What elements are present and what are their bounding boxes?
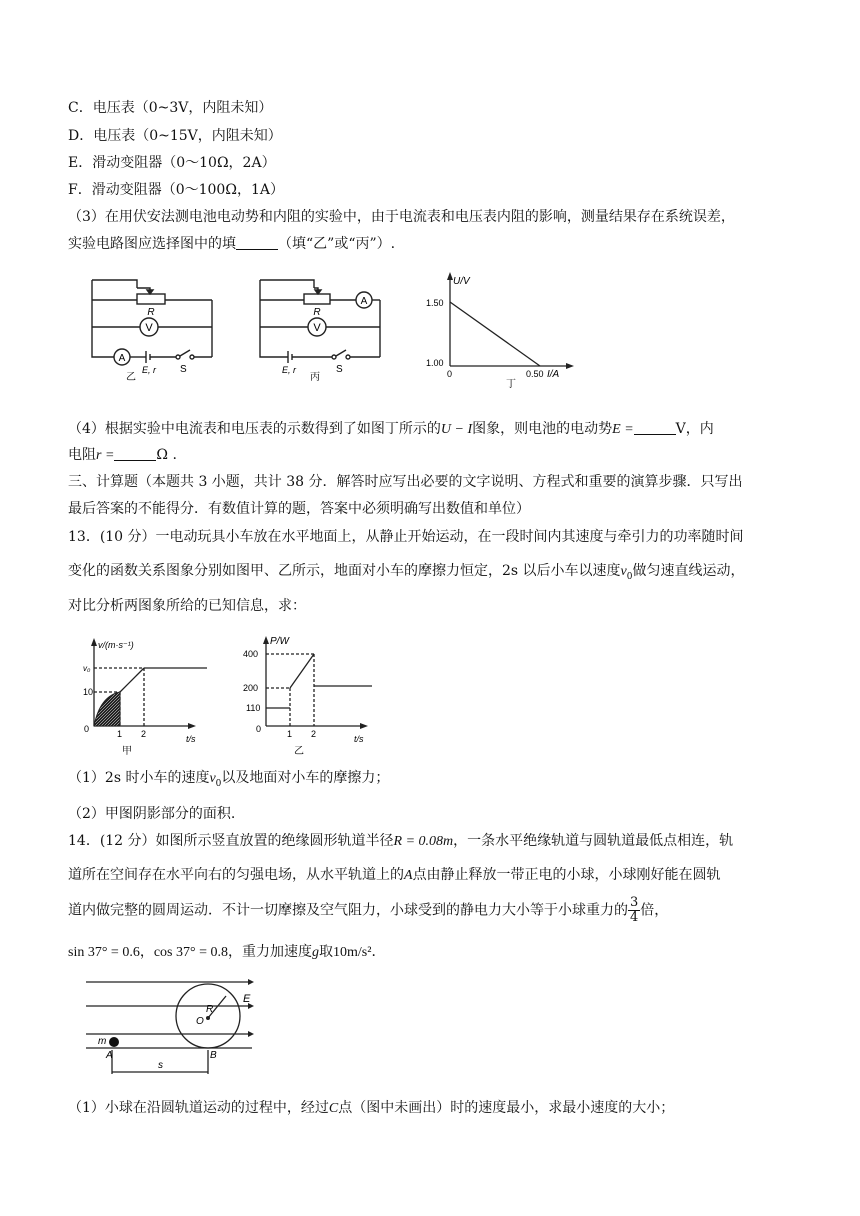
caption-yi2: 乙 bbox=[294, 746, 304, 757]
center-label: O bbox=[196, 1016, 204, 1027]
q13-line1: 13．(10 分）一电动玩具小车放在水平地面上，从静止开始运动，在一段时间内其速度与牵引力的功率随时间 bbox=[68, 529, 744, 545]
caption-bing: 丙 bbox=[310, 372, 320, 382]
ylabel: v/(m·s⁻¹) bbox=[98, 640, 134, 650]
q13-sub-text: 以及地面对小车的摩擦力； bbox=[221, 770, 390, 786]
x-tick-end: 0.50 bbox=[526, 369, 544, 379]
distance-label: s bbox=[158, 1060, 163, 1071]
q14-line2 bbox=[68, 865, 721, 886]
x-tick-2: 2 bbox=[311, 729, 317, 739]
x-tick-1: 1 bbox=[287, 729, 293, 739]
ylabel: P/W bbox=[270, 636, 289, 647]
fraction-denominator: 4 bbox=[630, 910, 639, 925]
q4-text: （4）根据实验中电流表和电压表的示数得到了如图丁所示的 bbox=[68, 421, 441, 437]
field-label: E bbox=[243, 993, 251, 1005]
q3-line2 bbox=[68, 234, 395, 254]
y-tick-bottom: 1.00 bbox=[426, 358, 444, 368]
section3-line2: 最后答案的不能得分．有数值计算的题，答案中必须明确写出数值和单位） bbox=[68, 501, 530, 517]
point-a: A bbox=[404, 868, 413, 883]
q13-line2 bbox=[68, 561, 745, 587]
q4-text: 电阻 bbox=[68, 447, 96, 463]
voltmeter-label: V bbox=[313, 322, 321, 334]
q4-line1 bbox=[68, 419, 714, 440]
emf-symbol: E = bbox=[612, 422, 634, 437]
y-tick-110: 110 bbox=[246, 703, 261, 713]
resistor-label: R bbox=[147, 307, 155, 318]
q4-text: 图象，则电池的电动势 bbox=[472, 421, 613, 437]
q14-sub-text: （1）小球在沿圆轨道运动的过程中，经过 bbox=[68, 1100, 329, 1116]
v0-subscript: 0 bbox=[215, 778, 222, 789]
y-tick-top: 1.50 bbox=[426, 298, 444, 308]
option-e: E．滑动变阻器（0～10Ω，2A） bbox=[68, 155, 276, 171]
ylabel: U/V bbox=[453, 276, 470, 287]
voltmeter-label: V bbox=[145, 322, 153, 334]
q14-text: ． bbox=[371, 944, 386, 960]
answer-blank bbox=[236, 235, 278, 250]
q3-line1: （3）在用伏安法测电池电动势和内阻的实验中，由于电流表和电压表内阻的影响，测量结果存在系统误差， bbox=[68, 209, 735, 225]
point-b-label: B bbox=[210, 1050, 217, 1061]
option-f: F．滑动变阻器（0～100Ω，1A） bbox=[68, 182, 284, 198]
q4-text: V，内 bbox=[675, 421, 714, 437]
resistance-symbol: r = bbox=[96, 448, 115, 463]
origin-label: 0 bbox=[256, 724, 262, 734]
y-tick-10: 10 bbox=[83, 687, 94, 697]
caption-jia: 甲 bbox=[122, 746, 132, 757]
switch-label: S bbox=[180, 364, 187, 375]
switch-label: S bbox=[336, 364, 343, 375]
option-d: D．电压表（0~15V，内阻未知） bbox=[68, 128, 282, 144]
q14-line3 bbox=[68, 896, 668, 925]
v0-tick: v₀ bbox=[83, 664, 91, 673]
q14-text: 倍， bbox=[640, 902, 669, 919]
q13-sub2: （2）甲图阴影部分的面积. bbox=[68, 806, 236, 822]
q14-line1 bbox=[68, 831, 733, 852]
q14-text: ，重力加速度 bbox=[228, 944, 312, 960]
battery-label: E, r bbox=[282, 365, 297, 375]
fraction-3-4 bbox=[628, 896, 640, 925]
fraction-numerator: 3 bbox=[630, 895, 639, 910]
v0-subscript: 0 bbox=[626, 571, 633, 582]
cos-value: cos 37° = 0.8 bbox=[153, 945, 228, 960]
radius-value: R = 0.08m bbox=[393, 834, 454, 849]
q14-text: 道内做完整的圆周运动．不计一切摩擦及空气阻力，小球受到的静电力大小等于小球重力的 bbox=[68, 902, 628, 919]
q13-text: 变化的函数关系图象分别如图甲、乙所示，地面对小车的摩擦力恒定，2s 以后小车以速度 bbox=[68, 563, 621, 579]
q13-sub-text: （1）2s 时小车的速度 bbox=[68, 770, 210, 786]
v0-symbol: v bbox=[209, 771, 216, 786]
circuit-yi bbox=[82, 272, 222, 382]
ui-symbol: U − I bbox=[440, 422, 473, 437]
caption-ding: 丁 bbox=[506, 379, 516, 388]
q14-sub-text: 点（图中未画出）时的速度最小，求最小速度的大小； bbox=[338, 1100, 675, 1116]
origin-label: 0 bbox=[447, 369, 453, 379]
point-a-label: A bbox=[106, 1050, 113, 1061]
q3-text-end: （填“乙”或“丙”）. bbox=[278, 236, 396, 252]
shaded-area bbox=[94, 692, 120, 726]
q14-line4 bbox=[68, 942, 385, 963]
section3-line1: 三、计算题（本题共 3 小题，共计 38 分．解答时应写出必要的文字说明、方程式和重要的演算步骤．只写出 bbox=[68, 474, 743, 490]
track-figure bbox=[82, 972, 272, 1082]
q4-unit: Ω . bbox=[156, 447, 177, 463]
xlabel: t/s bbox=[186, 734, 196, 744]
circuit-bing bbox=[252, 272, 392, 382]
q14-text: ，一条水平绝缘轨道与圆轨道最低点相连，轨 bbox=[453, 833, 734, 849]
xlabel: t/s bbox=[354, 734, 364, 744]
g-value: 10m/s² bbox=[333, 945, 372, 960]
q13-sub1 bbox=[68, 768, 389, 794]
caption-yi: 乙 bbox=[126, 372, 136, 382]
g-symbol: g bbox=[312, 945, 319, 960]
q14-text: 取 bbox=[319, 944, 333, 960]
resistor-label: R bbox=[313, 307, 321, 318]
sin-value: sin 37° = 0.6 bbox=[68, 945, 140, 960]
graph-ding bbox=[420, 268, 590, 388]
q14-text: ， bbox=[139, 944, 154, 960]
option-c: C．电压表（0~3V，内阻未知） bbox=[68, 100, 273, 116]
point-c: C bbox=[328, 1101, 339, 1116]
q3-text: 实验电路图应选择图中的填 bbox=[68, 236, 236, 252]
q14-text: 点由静止释放一带正电的小球，小球刚好能在圆轨 bbox=[412, 867, 721, 883]
ammeter-label: A bbox=[118, 353, 126, 364]
y-tick-200: 200 bbox=[243, 683, 259, 693]
q14-text: 14．(12 分）如图所示竖直放置的绝缘圆形轨道半径 bbox=[68, 833, 394, 849]
q13-line3: 对比分析两图象所给的已知信息，求： bbox=[68, 598, 306, 614]
q13-text: 做匀速直线运动， bbox=[632, 563, 745, 579]
q4-line2 bbox=[68, 445, 177, 466]
q14-sub1 bbox=[68, 1098, 674, 1119]
radius-label: R bbox=[206, 1004, 214, 1015]
y-tick-400: 400 bbox=[243, 649, 259, 659]
battery-label: E, r bbox=[142, 365, 157, 375]
xlabel: I/A bbox=[547, 369, 560, 380]
q14-text: 道所在空间存在水平向右的匀强电场，从水平轨道上的 bbox=[68, 867, 404, 883]
origin-label: 0 bbox=[84, 724, 90, 734]
v0-symbol: v bbox=[620, 564, 627, 579]
ball bbox=[109, 1037, 119, 1047]
x-tick-1: 1 bbox=[117, 729, 123, 739]
x-tick-2: 2 bbox=[141, 729, 147, 739]
answer-blank-e bbox=[634, 420, 676, 435]
graph-yi-power bbox=[240, 634, 380, 764]
mass-label: m bbox=[98, 1036, 107, 1047]
ammeter-label: A bbox=[360, 296, 368, 307]
answer-blank-r bbox=[114, 446, 156, 461]
graph-jia bbox=[82, 634, 212, 764]
